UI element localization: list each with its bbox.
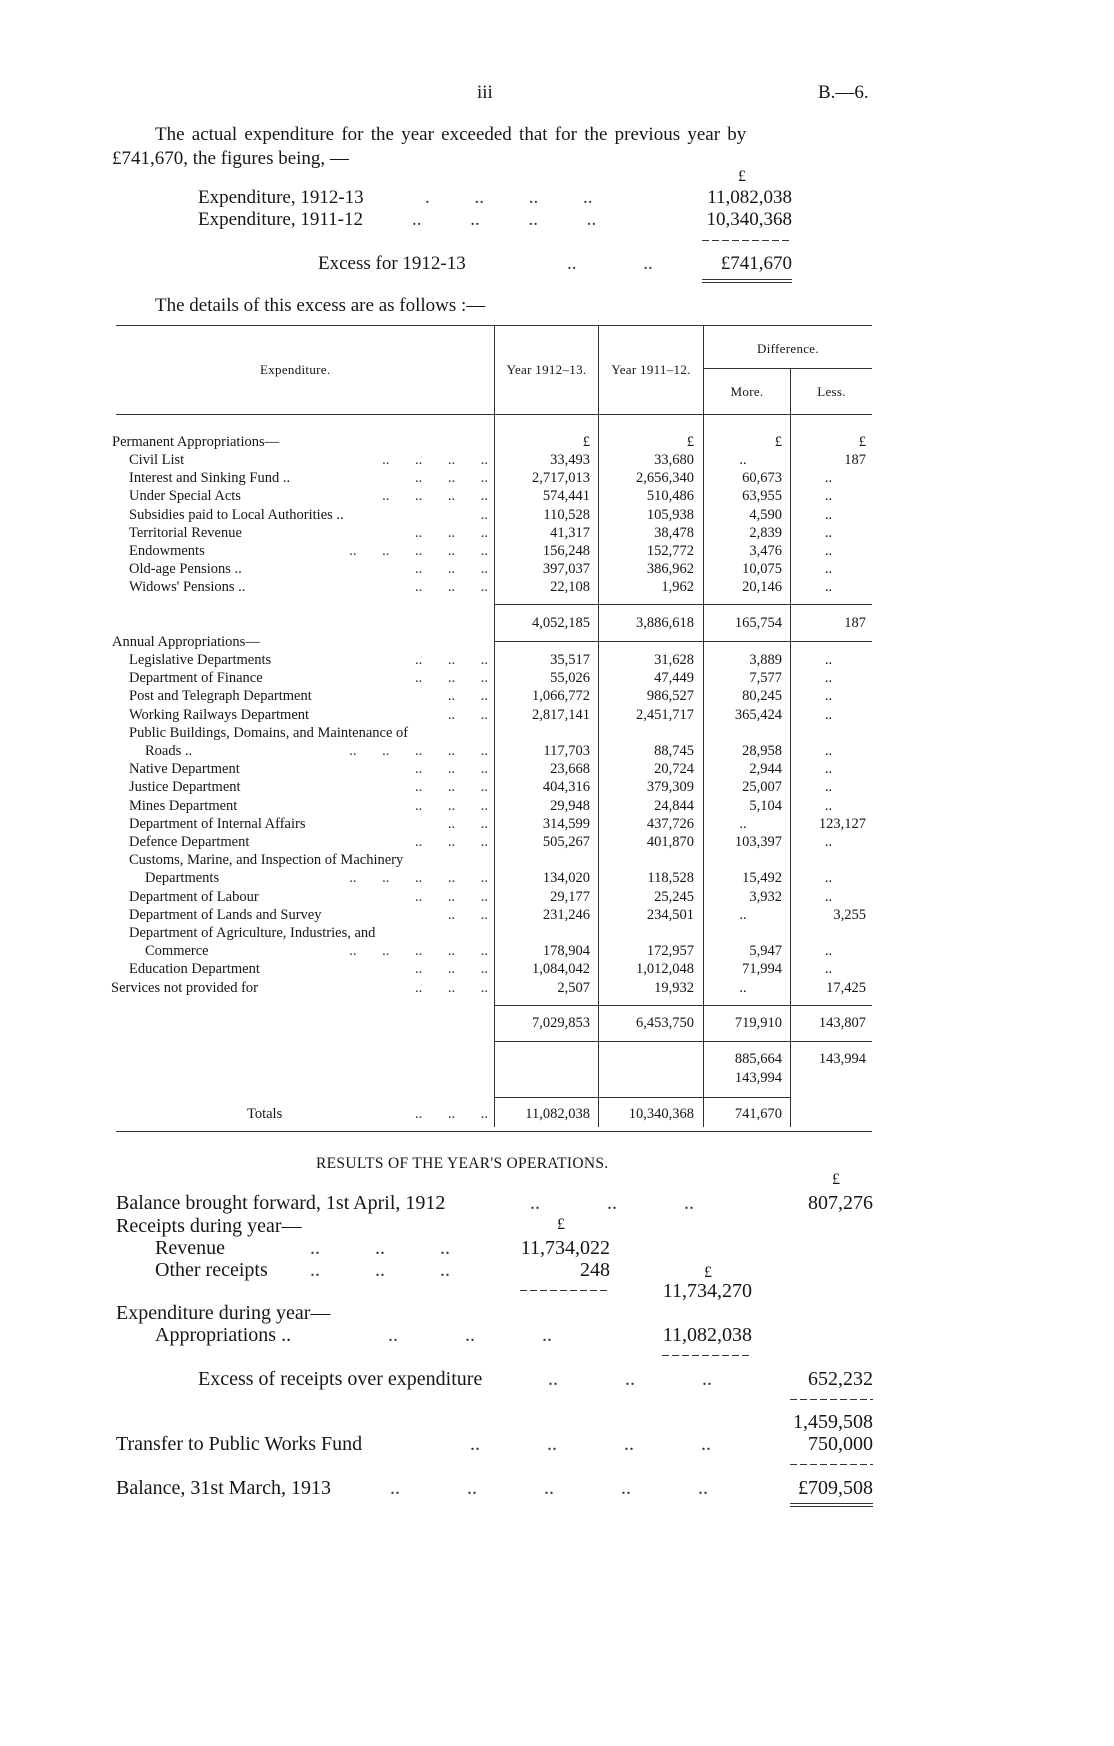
annual-row-2-more: 80,245: [742, 688, 782, 705]
permanent-row-7-more: 20,146: [742, 579, 782, 596]
annual-row-7-y2: 379,309: [646, 779, 694, 796]
annual-row-1-less: ..: [824, 670, 833, 687]
intro-line-2: £741,670, the figures being, —: [112, 148, 349, 169]
permanent-row-4-less: ..: [824, 524, 833, 541]
annual-row-5-y2: 88,745: [654, 743, 694, 759]
annual-label-2: Post and Telegraph Department: [129, 688, 312, 705]
header-expenditure: Expenditure.: [260, 362, 331, 377]
permanent-label-0: Civil List: [129, 452, 185, 468]
permanent-row-1-y2: 2,656,340: [636, 470, 694, 487]
permanent-row-2-less: ..: [824, 488, 833, 505]
permanent-row-7-y1: 22,108: [550, 579, 590, 596]
permanent-row-0-y1: 33,493: [550, 452, 590, 468]
annual-row-14-y2: 234,501: [646, 906, 694, 923]
annual-row-9-y1: 314,599: [542, 815, 590, 832]
annual-label-4: Public Buildings, Domains, and Maintenance of: [129, 724, 409, 741]
expenditure-1912-value: 11,082,038: [707, 187, 792, 208]
annual-label-18: Services not provided for: [111, 979, 258, 996]
annual-row-7-more: 25,007: [742, 779, 782, 796]
annual-row-13-y1: 29,177: [550, 888, 590, 905]
annual-leader-10: .. .. ..: [415, 834, 488, 850]
permanent-row-3-more: 4,590: [749, 506, 782, 523]
annual-row-10-y2: 401,870: [646, 834, 694, 850]
results-currency-col2: £: [704, 1264, 712, 1281]
annual-row-6-more: 2,944: [749, 761, 782, 778]
permanent-row-3-y1: 110,528: [543, 506, 590, 523]
receipts-total-value: 11,734,270: [662, 1280, 752, 1302]
annual-label-6: Native Department: [129, 761, 240, 778]
expenditure-1911-leader: .. .. .. ..: [412, 209, 597, 230]
annual-row-17-less: ..: [824, 961, 833, 978]
excess-receipts-value: 652,232: [808, 1368, 873, 1390]
annual-row-8-y2: 24,844: [654, 797, 694, 814]
annual-row-18-more: ..: [739, 979, 747, 996]
annual-row-8-more: 5,104: [749, 797, 782, 814]
annual-row-17-y2: 1,012,048: [636, 961, 694, 978]
currency-less: £: [858, 434, 866, 450]
transfer-leader: .. .. .. ..: [470, 1433, 711, 1455]
permanent-row-4-more: 2,839: [749, 524, 782, 541]
permanent-row-5-y2: 152,772: [646, 543, 694, 559]
header-year-1912: Year 1912–13.: [506, 362, 587, 377]
receipts-title: Receipts during year—: [116, 1215, 302, 1237]
permanent-total-less: 187: [844, 615, 866, 631]
permanent-row-3-y2: 105,938: [646, 506, 694, 523]
annual-row-17-y1: 1,084,042: [532, 961, 590, 978]
annual-row-3-more: 365,424: [734, 706, 782, 723]
permanent-leader-1: .. .. ..: [415, 470, 488, 487]
appropriations-dashed-rule: [662, 1355, 752, 1356]
annual-row-12-y1: 134,020: [542, 870, 590, 887]
permanent-row-5-less: ..: [824, 543, 833, 559]
annual-label-10: Defence Department: [129, 834, 250, 850]
permanent-row-6-less: ..: [824, 561, 833, 578]
permanent-row-2-y2: 510,486: [646, 488, 694, 505]
header-difference: Difference.: [757, 341, 819, 356]
annual-row-5-y1: 117,703: [543, 743, 590, 759]
permanent-row-2-y1: 574,441: [542, 488, 590, 505]
annual-row-6-less: ..: [824, 761, 833, 778]
diff-more-1: 885,664: [734, 1051, 782, 1067]
annual-title: Annual Appropriations—: [112, 634, 260, 650]
annual-row-16-more: 5,947: [749, 943, 782, 960]
permanent-total-rule: [495, 604, 872, 605]
annual-row-7-less: ..: [824, 779, 833, 796]
permanent-label-5: Endowments: [129, 543, 205, 559]
permanent-total-y1: 4,052,185: [532, 615, 590, 631]
annual-row-9-y2: 437,726: [646, 815, 694, 832]
annual-total-less: 143,807: [818, 1015, 866, 1031]
annual-label-11: Customs, Marine, and Inspection of Machinery: [129, 852, 404, 869]
expenditure-1911-value: 10,340,368: [706, 209, 792, 230]
results-title: RESULTS OF THE YEAR'S OPERATIONS.: [316, 1155, 609, 1172]
annual-row-18-y1: 2,507: [557, 979, 590, 996]
results-currency-col3: £: [832, 1171, 840, 1188]
annual-total-y1: 7,029,853: [532, 1015, 590, 1031]
annual-row-14-more: ..: [739, 906, 747, 923]
permanent-row-0-more: ..: [739, 452, 747, 468]
expenditure-title: Expenditure during year—: [116, 1302, 331, 1324]
totals-more: 741,670: [734, 1106, 782, 1122]
permanent-title: Permanent Appropriations—: [112, 434, 280, 450]
expenditure-1912-label: Expenditure, 1912-13: [198, 187, 364, 208]
annual-leader-3: .. ..: [447, 706, 488, 723]
annual-row-1-y2: 47,449: [654, 670, 694, 687]
annual-row-18-y2: 19,932: [654, 979, 694, 996]
annual-label-3: Working Railways Department: [129, 706, 310, 723]
annual-leader-5: .. .. .. .. ..: [349, 743, 488, 759]
annual-row-8-y1: 29,948: [550, 797, 590, 814]
permanent-label-6: Old-age Pensions ..: [129, 561, 242, 578]
permanent-row-1-more: 60,673: [742, 470, 782, 487]
annual-leader-18: .. .. ..: [415, 979, 488, 996]
permanent-leader-7: .. .. ..: [415, 579, 488, 596]
balance-end-leader: .. .. .. .. ..: [390, 1477, 708, 1499]
annual-total-more: 719,910: [734, 1015, 782, 1031]
permanent-row-7-less: ..: [824, 579, 833, 596]
permanent-row-1-y1: 2,717,013: [532, 470, 590, 487]
annual-leader-6: .. .. ..: [415, 761, 488, 778]
permanent-row-6-y1: 397,037: [542, 561, 590, 578]
appropriations-label: Appropriations ..: [155, 1324, 292, 1346]
other-receipts-leader: .. .. ..: [310, 1259, 450, 1281]
annual-row-12-less: ..: [824, 870, 833, 887]
details-line: The details of this excess are as follows :—: [155, 295, 486, 316]
annual-row-2-less: ..: [824, 688, 833, 705]
annual-row-5-less: ..: [824, 743, 833, 759]
annual-row-16-y1: 178,904: [542, 943, 590, 960]
annual-label-9: Department of Internal Affairs: [129, 815, 306, 832]
currency-y2: £: [686, 434, 694, 450]
annual-row-2-y2: 986,527: [646, 688, 694, 705]
permanent-row-2-more: 63,955: [742, 488, 782, 505]
annual-row-6-y1: 23,668: [550, 761, 590, 778]
permanent-label-1: Interest and Sinking Fund ..: [129, 470, 291, 487]
annual-leader-16: .. .. .. .. ..: [349, 943, 488, 960]
permanent-row-6-y2: 386,962: [646, 561, 694, 578]
appropriations-leader: .. .. ..: [388, 1324, 552, 1346]
balance-forward-value: 807,276: [808, 1192, 873, 1214]
intro-currency: £: [738, 168, 746, 185]
pre-totals-rule: [495, 1097, 791, 1098]
annual-label-7: Justice Department: [129, 779, 241, 796]
expenditure-1912-leader: . .. .. ..: [425, 187, 593, 208]
annual-row-1-y1: 55,026: [550, 670, 590, 687]
annual-row-9-more: ..: [739, 815, 747, 832]
permanent-row-5-y1: 156,248: [542, 543, 590, 559]
balance-end-double-rule-2: [790, 1506, 873, 1507]
annual-row-0-less: ..: [824, 652, 833, 668]
diff-more-2: 143,994: [734, 1070, 782, 1086]
intro-line-1: The actual expenditure for the year exceeded that for the previous year by: [155, 124, 747, 145]
annual-label-8: Mines Department: [129, 797, 238, 814]
results-currency-col1: £: [557, 1216, 565, 1233]
currency-y1: £: [582, 434, 590, 450]
permanent-total-bottom-rule: [495, 641, 872, 642]
annual-row-16-less: ..: [824, 943, 833, 960]
annual-row-10-less: ..: [824, 834, 833, 850]
excess-label: Excess for 1912-13: [318, 253, 466, 274]
annual-row-13-y2: 25,245: [654, 888, 694, 905]
permanent-leader-2: .. .. .. ..: [382, 488, 488, 505]
transfer-dashed-rule: [790, 1464, 873, 1465]
annual-row-1-more: 7,577: [749, 670, 782, 687]
permanent-row-3-less: ..: [824, 506, 833, 523]
annual-leader-2: .. ..: [447, 688, 488, 705]
annual-row-12-more: 15,492: [742, 870, 782, 887]
annual-row-10-more: 103,397: [734, 834, 782, 850]
annual-row-12-y2: 118,528: [647, 870, 694, 887]
header-year-1911: Year 1911–12.: [611, 362, 691, 377]
annual-leader-7: .. .. ..: [415, 779, 488, 796]
annual-row-2-y1: 1,066,772: [532, 688, 590, 705]
annual-leader-0: .. .. ..: [415, 652, 488, 668]
permanent-leader-6: .. .. ..: [415, 561, 488, 578]
balance-end-double-rule-1: [790, 1503, 873, 1504]
annual-total-rule: [495, 1005, 872, 1006]
permanent-row-0-y2: 33,680: [654, 452, 694, 468]
annual-label-15: Department of Agriculture, Industries, and: [129, 925, 376, 941]
excess-leader: .. ..: [567, 253, 653, 274]
permanent-label-4: Territorial Revenue: [129, 524, 242, 541]
revenue-label: Revenue: [155, 1237, 225, 1259]
balance-forward-label: Balance brought forward, 1st April, 1912: [116, 1192, 446, 1214]
annual-total-y2: 6,453,750: [636, 1015, 694, 1031]
annual-leader-14: .. ..: [447, 906, 488, 923]
balance-end-value: £709,508: [798, 1477, 873, 1499]
annual-total-bottom-rule: [495, 1041, 872, 1042]
annual-label-5: Roads ..: [145, 743, 193, 759]
annual-leader-12: .. .. .. .. ..: [349, 870, 488, 887]
other-receipts-value: 248: [580, 1259, 610, 1281]
subtotal-value: 1,459,508: [793, 1411, 873, 1433]
annual-row-0-y1: 35,517: [550, 652, 590, 668]
annual-row-0-y2: 31,628: [654, 652, 694, 668]
annual-row-7-y1: 404,316: [542, 779, 590, 796]
annual-label-16: Commerce: [145, 943, 209, 960]
annual-row-8-less: ..: [824, 797, 833, 814]
receipts-dashed-rule: [520, 1290, 610, 1291]
diff-less: 143,994: [818, 1051, 866, 1067]
permanent-total-more: 165,754: [734, 615, 782, 631]
annual-label-12: Departments: [145, 870, 220, 887]
annual-leader-9: .. ..: [447, 815, 488, 832]
annual-leader-13: .. .. ..: [415, 888, 488, 905]
annual-leader-17: .. .. ..: [415, 961, 488, 978]
permanent-label-7: Widows' Pensions ..: [129, 579, 246, 596]
annual-label-17: Education Department: [129, 961, 260, 978]
currency-more: £: [774, 434, 782, 450]
annual-row-3-y2: 2,451,717: [636, 706, 694, 723]
totals-y1: 11,082,038: [525, 1106, 590, 1122]
revenue-value: 11,734,022: [520, 1237, 610, 1259]
totals-leader: .. .. ..: [415, 1106, 488, 1122]
transfer-value: 750,000: [808, 1433, 873, 1455]
balance-forward-leader: .. .. ..: [530, 1192, 694, 1214]
permanent-total-y2: 3,886,618: [636, 615, 694, 631]
permanent-leader-5: .. .. .. .. ..: [349, 543, 488, 559]
permanent-label-2: Under Special Acts: [129, 488, 241, 505]
annual-row-18-less: 17,425: [826, 979, 866, 996]
document-code: B.—6.: [818, 82, 869, 103]
annual-row-14-y1: 231,246: [542, 906, 590, 923]
page-number: iii: [477, 82, 493, 103]
excess-receipts-label: Excess of receipts over expenditure: [198, 1368, 483, 1390]
annual-row-13-more: 3,932: [749, 888, 782, 905]
permanent-leader-4: .. .. ..: [415, 524, 488, 541]
excess-receipts-leader: .. .. ..: [548, 1368, 712, 1390]
annual-label-0: Legislative Departments: [129, 652, 272, 668]
annual-row-6-y2: 20,724: [654, 761, 694, 778]
permanent-row-1-less: ..: [824, 470, 833, 487]
header-more: More.: [730, 384, 764, 399]
transfer-label: Transfer to Public Works Fund: [116, 1433, 363, 1455]
permanent-row-6-more: 10,075: [742, 561, 782, 578]
expenditure-1911-label: Expenditure, 1911-12: [198, 209, 363, 230]
excess-receipts-dashed-rule: [790, 1399, 873, 1400]
other-receipts-label: Other receipts: [155, 1259, 268, 1281]
totals-y2: 10,340,368: [628, 1106, 694, 1122]
annual-row-3-y1: 2,817,141: [532, 706, 590, 723]
annual-row-16-y2: 172,957: [646, 943, 694, 960]
annual-row-0-more: 3,889: [749, 652, 782, 668]
permanent-row-4-y1: 41,317: [550, 524, 590, 541]
header-less: Less.: [817, 384, 846, 399]
annual-row-17-more: 71,994: [742, 961, 782, 978]
annual-leader-1: .. .. ..: [415, 670, 488, 687]
annual-row-5-more: 28,958: [742, 743, 782, 759]
permanent-row-5-more: 3,476: [749, 543, 782, 559]
annual-row-9-less: 123,127: [818, 815, 866, 832]
excess-value: £741,670: [720, 253, 792, 274]
annual-row-10-y1: 505,267: [542, 834, 590, 850]
permanent-row-7-y2: 1,962: [661, 579, 694, 596]
permanent-leader-0: .. .. .. ..: [382, 452, 488, 468]
balance-end-label: Balance, 31st March, 1913: [116, 1477, 331, 1499]
annual-row-13-less: ..: [824, 888, 833, 905]
appropriations-value: 11,082,038: [662, 1324, 752, 1346]
annual-leader-8: .. .. ..: [415, 797, 488, 814]
permanent-row-0-less: 187: [844, 452, 866, 468]
permanent-label-3: Subsidies paid to Local Authorities ..: [129, 506, 344, 523]
annual-row-3-less: ..: [824, 706, 833, 723]
revenue-leader: .. .. ..: [310, 1237, 450, 1259]
annual-label-1: Department of Finance: [129, 670, 263, 687]
permanent-row-4-y2: 38,478: [654, 524, 694, 541]
permanent-leader-3: ..: [480, 506, 488, 523]
annual-label-13: Department of Labour: [129, 888, 259, 905]
annual-label-14: Department of Lands and Survey: [129, 906, 322, 923]
annual-row-14-less: 3,255: [833, 906, 866, 923]
totals-label: Totals: [247, 1106, 283, 1122]
